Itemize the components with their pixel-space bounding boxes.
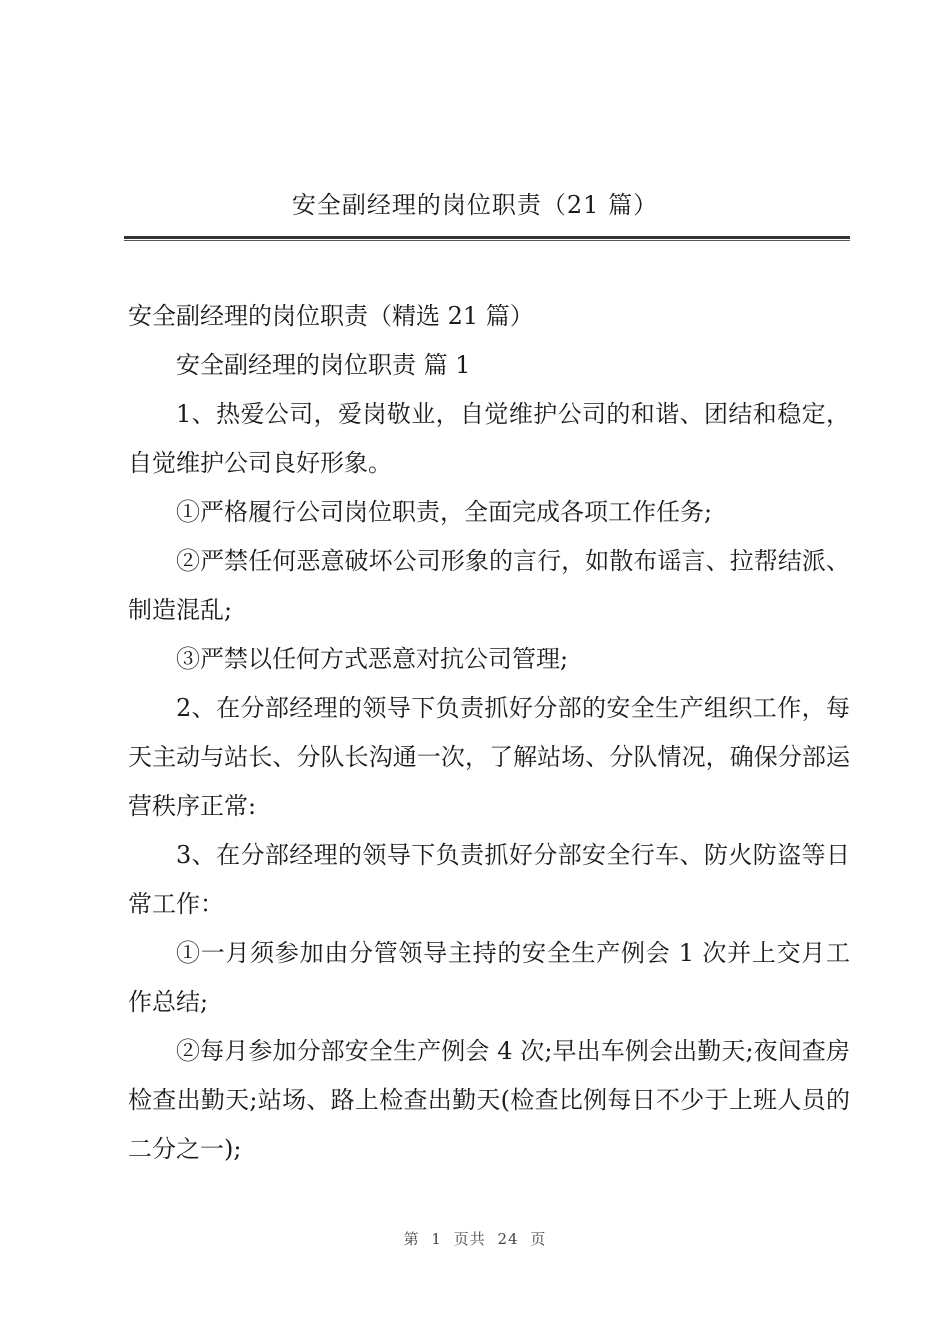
document-subtitle: 安全副经理的岗位职责（精选 21 篇） (128, 302, 534, 330)
body-paragraph: ③严禁以任何方式恶意对抗公司管理; (176, 645, 569, 673)
document-body (128, 292, 850, 1174)
body-paragraph: ②每月参加分部安全生产例会 4 次;早出车例会出勤天;夜间查房检查出勤天;站场、路上检查出勤天(检查比例每日不少于上班人员的二分之一); (128, 1037, 850, 1163)
page-number-footer: 第 1 页共 24 页 (403, 1230, 547, 1248)
section-heading: 安全副经理的岗位职责 篇 1 (176, 351, 471, 379)
body-paragraph: ①一月须参加由分管领导主持的安全生产例会 1 次并上交月工作总结; (128, 939, 850, 1016)
body-paragraph: ②严禁任何恶意破坏公司形象的言行，如散布谣言、拉帮结派、制造混乱; (128, 547, 850, 624)
title-divider (124, 236, 850, 241)
body-paragraph: 3、在分部经理的领导下负责抓好分部安全行车、防火防盗等日常工作： (128, 841, 850, 918)
body-paragraph: ①严格履行公司岗位职责，全面完成各项工作任务; (176, 498, 713, 526)
title-divider-thin-line (124, 240, 850, 241)
document-title: 安全副经理的岗位职责（21 篇） (291, 191, 659, 219)
body-paragraph: 1、热爱公司，爱岗敬业，自觉维护公司的和谐、团结和稳定，自觉维护公司良好形象。 (128, 400, 850, 477)
title-divider-thick-line (124, 236, 850, 239)
body-paragraph: 2、在分部经理的领导下负责抓好分部的安全生产组织工作，每天主动与站长、分队长沟通一次，了解站场、分队情况，确保分部运营秩序正常: (128, 694, 850, 820)
